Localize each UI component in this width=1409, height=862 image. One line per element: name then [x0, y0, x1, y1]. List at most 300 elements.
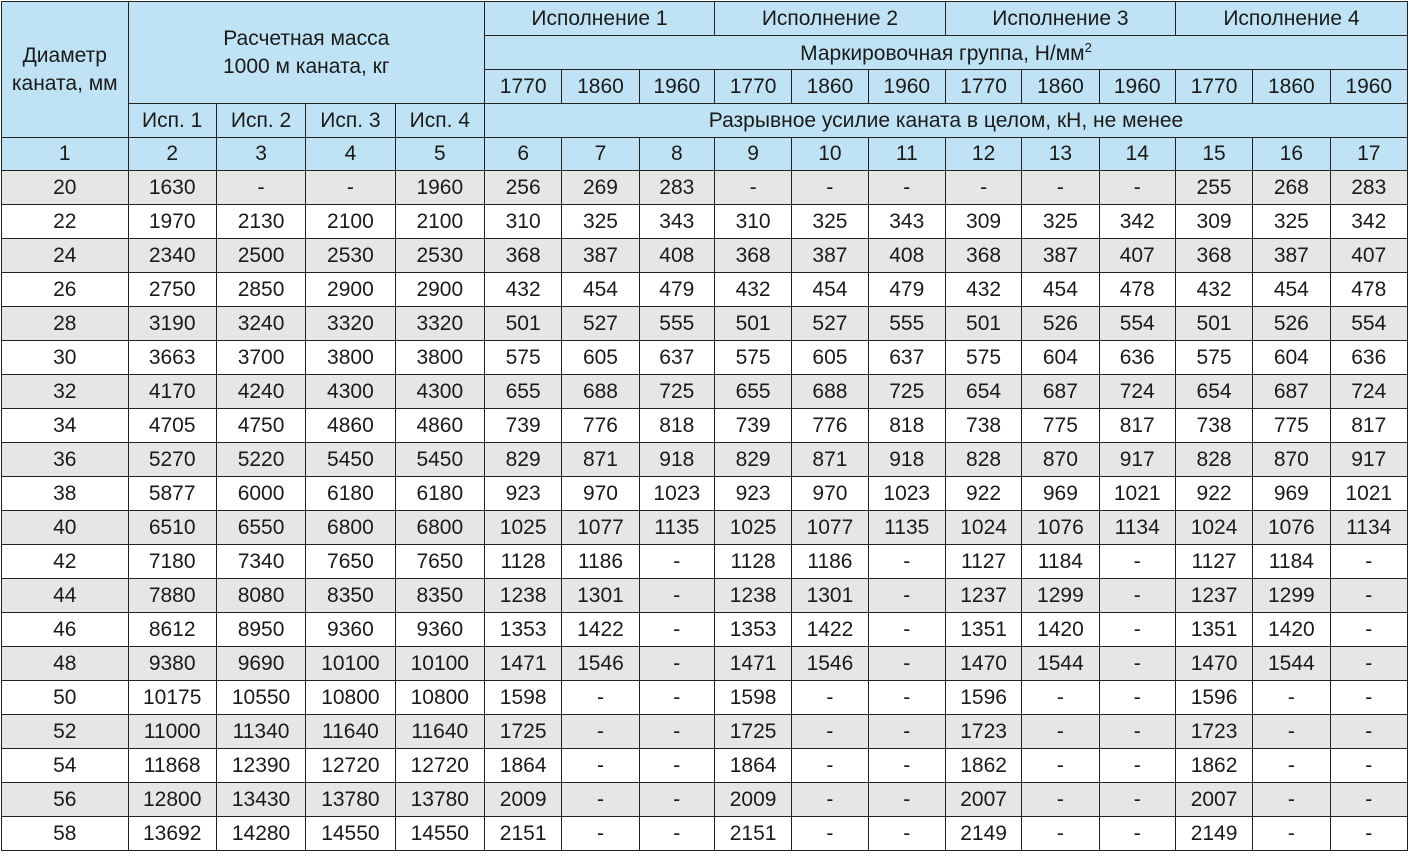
force-cell: 2009 — [485, 783, 562, 817]
mass-cell: 12390 — [216, 749, 305, 783]
mass-cell: 6180 — [395, 477, 484, 511]
force-cell: - — [639, 579, 714, 613]
force-cell: 738 — [945, 409, 1021, 443]
force-cell: - — [562, 749, 639, 783]
mass-cell: 2130 — [216, 205, 305, 239]
force-cell: - — [792, 681, 868, 715]
mass-header-line2: 1000 м каната, кг — [222, 54, 390, 78]
force-cell: 310 — [714, 205, 791, 239]
execution-1-header: Исполнение 1 — [485, 2, 715, 36]
force-cell: - — [792, 171, 868, 205]
diameter-cell: 32 — [2, 375, 129, 409]
force-cell: 917 — [1330, 443, 1407, 477]
force-cell: 1299 — [1253, 579, 1330, 613]
force-cell: 817 — [1099, 409, 1175, 443]
mass-cell: 5450 — [306, 443, 395, 477]
force-cell: 432 — [485, 273, 562, 307]
diameter-cell: 36 — [2, 443, 129, 477]
diameter-cell: 52 — [2, 715, 129, 749]
force-cell: 655 — [714, 375, 791, 409]
mass-cell: 11640 — [306, 715, 395, 749]
force-cell: - — [1253, 783, 1330, 817]
force-cell: - — [562, 715, 639, 749]
mass-cell: 6800 — [306, 511, 395, 545]
mass-cell: 4860 — [306, 409, 395, 443]
force-cell: 1546 — [792, 647, 868, 681]
force-cell: 501 — [945, 307, 1021, 341]
mass-cell: 14550 — [395, 817, 484, 851]
force-cell: 1546 — [562, 647, 639, 681]
force-cell: - — [1330, 817, 1407, 851]
table-row — [2, 171, 1408, 205]
force-cell: 918 — [639, 443, 714, 477]
grade-header: 1960 — [868, 70, 945, 104]
mass-cell: 10100 — [395, 647, 484, 681]
force-cell: - — [868, 647, 945, 681]
force-cell: - — [868, 749, 945, 783]
mass-cell: 3240 — [216, 307, 305, 341]
table-row — [2, 817, 1408, 851]
force-cell: 555 — [868, 307, 945, 341]
force-cell: - — [868, 681, 945, 715]
diameter-cell: 20 — [2, 171, 129, 205]
force-cell: 1023 — [639, 477, 714, 511]
force-cell: 432 — [945, 273, 1021, 307]
diameter-cell: 42 — [2, 545, 129, 579]
mass-cell: 7880 — [128, 579, 216, 613]
mass-cell: 12800 — [128, 783, 216, 817]
force-cell: 1544 — [1022, 647, 1099, 681]
force-cell: 501 — [485, 307, 562, 341]
column-number: 17 — [1330, 138, 1407, 171]
force-cell: - — [639, 817, 714, 851]
mass-cell: 10800 — [395, 681, 484, 715]
force-cell: - — [792, 749, 868, 783]
column-number: 4 — [306, 138, 395, 171]
mass-cell: 14280 — [216, 817, 305, 851]
force-cell: 775 — [1022, 409, 1099, 443]
force-cell: 501 — [1175, 307, 1252, 341]
force-cell: 817 — [1330, 409, 1407, 443]
force-cell: 1420 — [1022, 613, 1099, 647]
mass-cell: 2100 — [395, 205, 484, 239]
force-cell: 1596 — [1175, 681, 1252, 715]
column-number: 15 — [1175, 138, 1252, 171]
mass-cell: - — [306, 171, 395, 205]
force-cell: - — [868, 715, 945, 749]
mass-cell: 1630 — [128, 171, 216, 205]
mass-cell: 5270 — [128, 443, 216, 477]
diameter-cell: 38 — [2, 477, 129, 511]
mass-col-header: Исп. 4 — [395, 104, 484, 138]
force-cell: - — [1099, 783, 1175, 817]
column-number: 9 — [714, 138, 791, 171]
force-cell: 575 — [714, 341, 791, 375]
force-cell: 687 — [1022, 375, 1099, 409]
table-row — [2, 443, 1408, 477]
mass-cell: 2900 — [306, 273, 395, 307]
grade-header: 1770 — [1175, 70, 1252, 104]
force-cell: 283 — [639, 171, 714, 205]
force-cell: - — [1099, 681, 1175, 715]
force-cell: 871 — [562, 443, 639, 477]
grade-header: 1770 — [714, 70, 791, 104]
force-cell: 368 — [1175, 239, 1252, 273]
mass-cell: 4705 — [128, 409, 216, 443]
force-cell: - — [1099, 749, 1175, 783]
diameter-cell: 26 — [2, 273, 129, 307]
force-cell: 1420 — [1253, 613, 1330, 647]
force-cell: 310 — [485, 205, 562, 239]
mass-col-header: Исп. 2 — [216, 104, 305, 138]
force-cell: 1353 — [714, 613, 791, 647]
force-cell: 325 — [1253, 205, 1330, 239]
mass-cell: 13780 — [395, 783, 484, 817]
mass-cell: 3800 — [395, 341, 484, 375]
force-cell: 368 — [945, 239, 1021, 273]
force-cell: 1725 — [485, 715, 562, 749]
mass-cell: 8950 — [216, 613, 305, 647]
force-cell: - — [868, 613, 945, 647]
force-cell: - — [714, 171, 791, 205]
column-number: 7 — [562, 138, 639, 171]
grade-header: 1770 — [485, 70, 562, 104]
force-cell: 527 — [562, 307, 639, 341]
force-cell: 325 — [1022, 205, 1099, 239]
force-cell: 818 — [868, 409, 945, 443]
force-cell: 387 — [562, 239, 639, 273]
mass-col-header: Исп. 3 — [306, 104, 395, 138]
force-cell: 554 — [1099, 307, 1175, 341]
force-cell: 268 — [1253, 171, 1330, 205]
force-cell: 1186 — [562, 545, 639, 579]
force-cell: - — [639, 749, 714, 783]
diameter-cell: 54 — [2, 749, 129, 783]
force-cell: 917 — [1099, 443, 1175, 477]
grade-header: 1960 — [1330, 70, 1407, 104]
force-cell: 688 — [562, 375, 639, 409]
force-cell: 655 — [485, 375, 562, 409]
mass-cell: 7650 — [395, 545, 484, 579]
execution-2-header: Исполнение 2 — [714, 2, 945, 36]
force-cell: - — [1330, 715, 1407, 749]
force-cell: 1024 — [1175, 511, 1252, 545]
force-cell: - — [1330, 545, 1407, 579]
force-cell: 454 — [1022, 273, 1099, 307]
mass-cell: 10175 — [128, 681, 216, 715]
force-cell: 637 — [868, 341, 945, 375]
force-cell: 454 — [792, 273, 868, 307]
force-cell: 922 — [1175, 477, 1252, 511]
diameter-cell: 22 — [2, 205, 129, 239]
mass-cell: 9690 — [216, 647, 305, 681]
force-cell: 923 — [714, 477, 791, 511]
force-cell: 1238 — [714, 579, 791, 613]
force-cell: 1128 — [485, 545, 562, 579]
mass-cell: 9380 — [128, 647, 216, 681]
table-row — [2, 341, 1408, 375]
force-cell: 1301 — [562, 579, 639, 613]
force-cell: 829 — [485, 443, 562, 477]
force-cell: 687 — [1253, 375, 1330, 409]
diameter-cell: 30 — [2, 341, 129, 375]
table-row — [2, 477, 1408, 511]
mass-cell: 8350 — [306, 579, 395, 613]
force-cell: 1025 — [485, 511, 562, 545]
force-cell: - — [1253, 817, 1330, 851]
grade-header: 1770 — [945, 70, 1021, 104]
force-cell: 408 — [868, 239, 945, 273]
force-cell: 343 — [868, 205, 945, 239]
mass-cell: 6180 — [306, 477, 395, 511]
force-cell: 738 — [1175, 409, 1252, 443]
force-cell: 479 — [868, 273, 945, 307]
force-cell: - — [1253, 749, 1330, 783]
mass-cell: 7340 — [216, 545, 305, 579]
force-cell: - — [639, 681, 714, 715]
force-cell: 1134 — [1330, 511, 1407, 545]
force-cell: 2007 — [1175, 783, 1252, 817]
diameter-cell: 46 — [2, 613, 129, 647]
force-cell: 1024 — [945, 511, 1021, 545]
mass-cell: 9360 — [395, 613, 484, 647]
force-cell: 604 — [1022, 341, 1099, 375]
force-cell: 454 — [1253, 273, 1330, 307]
force-cell: 342 — [1099, 205, 1175, 239]
force-cell: 1598 — [714, 681, 791, 715]
force-cell: - — [792, 817, 868, 851]
mass-cell: 2100 — [306, 205, 395, 239]
force-cell: - — [1330, 749, 1407, 783]
force-cell: 325 — [562, 205, 639, 239]
force-cell: 1077 — [792, 511, 868, 545]
force-cell: 2151 — [714, 817, 791, 851]
force-cell: 1864 — [714, 749, 791, 783]
mass-cell: 3320 — [395, 307, 484, 341]
force-cell: 739 — [714, 409, 791, 443]
force-cell: 605 — [792, 341, 868, 375]
force-cell: 2007 — [945, 783, 1021, 817]
force-cell: - — [1022, 749, 1099, 783]
table-row — [2, 613, 1408, 647]
mass-cell: 2750 — [128, 273, 216, 307]
force-cell: - — [562, 681, 639, 715]
force-cell: 575 — [485, 341, 562, 375]
execution-3-header: Исполнение 3 — [945, 2, 1175, 36]
force-cell: 368 — [714, 239, 791, 273]
column-number: 2 — [128, 138, 216, 171]
force-cell: 870 — [1253, 443, 1330, 477]
force-cell: 2151 — [485, 817, 562, 851]
force-cell: 1021 — [1330, 477, 1407, 511]
force-cell: 776 — [792, 409, 868, 443]
force-cell: 309 — [1175, 205, 1252, 239]
table-row — [2, 647, 1408, 681]
force-cell: - — [868, 545, 945, 579]
column-number: 10 — [792, 138, 868, 171]
force-cell: - — [1330, 579, 1407, 613]
force-cell: 1077 — [562, 511, 639, 545]
force-cell: 575 — [945, 341, 1021, 375]
force-cell: 526 — [1022, 307, 1099, 341]
force-cell: 1862 — [945, 749, 1021, 783]
column-number: 6 — [485, 138, 562, 171]
force-cell: 969 — [1253, 477, 1330, 511]
force-cell: 555 — [639, 307, 714, 341]
force-cell: - — [562, 783, 639, 817]
force-cell: 368 — [485, 239, 562, 273]
mass-cell: 10800 — [306, 681, 395, 715]
force-cell: 1351 — [1175, 613, 1252, 647]
mass-cell: 3320 — [306, 307, 395, 341]
force-cell: - — [639, 613, 714, 647]
mass-cell: 12720 — [306, 749, 395, 783]
mass-cell: 5877 — [128, 477, 216, 511]
column-number: 16 — [1253, 138, 1330, 171]
table-row — [2, 307, 1408, 341]
force-cell: 478 — [1099, 273, 1175, 307]
force-cell: - — [1022, 715, 1099, 749]
force-cell: 527 — [792, 307, 868, 341]
force-cell: 387 — [792, 239, 868, 273]
force-cell: 1127 — [1175, 545, 1252, 579]
mass-cell: 3800 — [306, 341, 395, 375]
mass-cell: 13430 — [216, 783, 305, 817]
force-cell: 636 — [1099, 341, 1175, 375]
diameter-cell: 44 — [2, 579, 129, 613]
mass-cell: 10100 — [306, 647, 395, 681]
diameter-cell: 56 — [2, 783, 129, 817]
force-cell: 478 — [1330, 273, 1407, 307]
force-cell: - — [792, 783, 868, 817]
diameter-cell: 28 — [2, 307, 129, 341]
mass-cell: 13692 — [128, 817, 216, 851]
force-cell: 1135 — [639, 511, 714, 545]
mass-cell: 7650 — [306, 545, 395, 579]
force-cell: - — [1022, 783, 1099, 817]
force-cell: - — [1330, 613, 1407, 647]
force-cell: 501 — [714, 307, 791, 341]
table-row — [2, 409, 1408, 443]
mass-cell: 2500 — [216, 239, 305, 273]
force-cell: 2149 — [945, 817, 1021, 851]
force-cell: - — [562, 817, 639, 851]
grade-header: 1860 — [1253, 70, 1330, 104]
mass-cell: 11000 — [128, 715, 216, 749]
table-row — [2, 715, 1408, 749]
mass-cell: 8350 — [395, 579, 484, 613]
force-cell: - — [1330, 647, 1407, 681]
table-row — [2, 681, 1408, 715]
force-cell: 387 — [1253, 239, 1330, 273]
force-cell: 283 — [1330, 171, 1407, 205]
force-cell: - — [868, 783, 945, 817]
mass-cell: 4240 — [216, 375, 305, 409]
column-number: 1 — [2, 138, 129, 171]
force-cell: - — [868, 171, 945, 205]
force-cell: 454 — [562, 273, 639, 307]
force-cell: - — [639, 647, 714, 681]
force-cell: 1723 — [945, 715, 1021, 749]
mass-cell: 8612 — [128, 613, 216, 647]
force-cell: 1238 — [485, 579, 562, 613]
force-cell: 1135 — [868, 511, 945, 545]
force-cell: - — [792, 715, 868, 749]
force-cell: - — [1330, 783, 1407, 817]
mass-cell: 2530 — [306, 239, 395, 273]
force-cell: 918 — [868, 443, 945, 477]
force-cell: 343 — [639, 205, 714, 239]
force-cell: 1723 — [1175, 715, 1252, 749]
mass-cell: 4300 — [306, 375, 395, 409]
diameter-cell: 40 — [2, 511, 129, 545]
mass-cell: 4170 — [128, 375, 216, 409]
force-cell: 1076 — [1253, 511, 1330, 545]
force-cell: 1544 — [1253, 647, 1330, 681]
mass-cell: 11868 — [128, 749, 216, 783]
force-cell: 1021 — [1099, 477, 1175, 511]
force-cell: 408 — [639, 239, 714, 273]
grade-header: 1960 — [1099, 70, 1175, 104]
force-cell: 828 — [945, 443, 1021, 477]
table-row — [2, 783, 1408, 817]
mass-cell: 6550 — [216, 511, 305, 545]
force-cell: 1862 — [1175, 749, 1252, 783]
force-cell: 688 — [792, 375, 868, 409]
diameter-cell: 50 — [2, 681, 129, 715]
force-cell: 725 — [868, 375, 945, 409]
force-cell: 1184 — [1022, 545, 1099, 579]
diameter-cell: 58 — [2, 817, 129, 851]
force-cell: 776 — [562, 409, 639, 443]
force-cell: 325 — [792, 205, 868, 239]
marking-group-header: Маркировочная группа, $Н/мм^2$ — [485, 36, 1408, 70]
force-cell: 1471 — [714, 647, 791, 681]
force-cell: 725 — [639, 375, 714, 409]
diameter-cell: 34 — [2, 409, 129, 443]
force-cell: - — [1099, 579, 1175, 613]
force-cell: 554 — [1330, 307, 1407, 341]
diameter-cell: 48 — [2, 647, 129, 681]
force-cell: 970 — [562, 477, 639, 511]
force-cell: 604 — [1253, 341, 1330, 375]
force-cell: 432 — [714, 273, 791, 307]
force-cell: 724 — [1330, 375, 1407, 409]
mass-cell: 4750 — [216, 409, 305, 443]
force-cell: 256 — [485, 171, 562, 205]
table-row — [2, 511, 1408, 545]
mass-cell: 14550 — [306, 817, 395, 851]
mass-cell: 3663 — [128, 341, 216, 375]
force-cell: 636 — [1330, 341, 1407, 375]
force-cell: 829 — [714, 443, 791, 477]
mass-cell: 2850 — [216, 273, 305, 307]
force-cell: 1127 — [945, 545, 1021, 579]
force-cell: 1596 — [945, 681, 1021, 715]
force-cell: 1470 — [945, 647, 1021, 681]
mass-cell: 12720 — [395, 749, 484, 783]
mass-cell: 2900 — [395, 273, 484, 307]
column-number: 8 — [639, 138, 714, 171]
marking-group-sup: 2 — [1084, 39, 1092, 55]
force-cell: 775 — [1253, 409, 1330, 443]
force-cell: 870 — [1022, 443, 1099, 477]
mass-cell: 11640 — [395, 715, 484, 749]
column-number: 5 — [395, 138, 484, 171]
mass-cell: 4300 — [395, 375, 484, 409]
force-cell: - — [1022, 817, 1099, 851]
column-number: 3 — [216, 138, 305, 171]
